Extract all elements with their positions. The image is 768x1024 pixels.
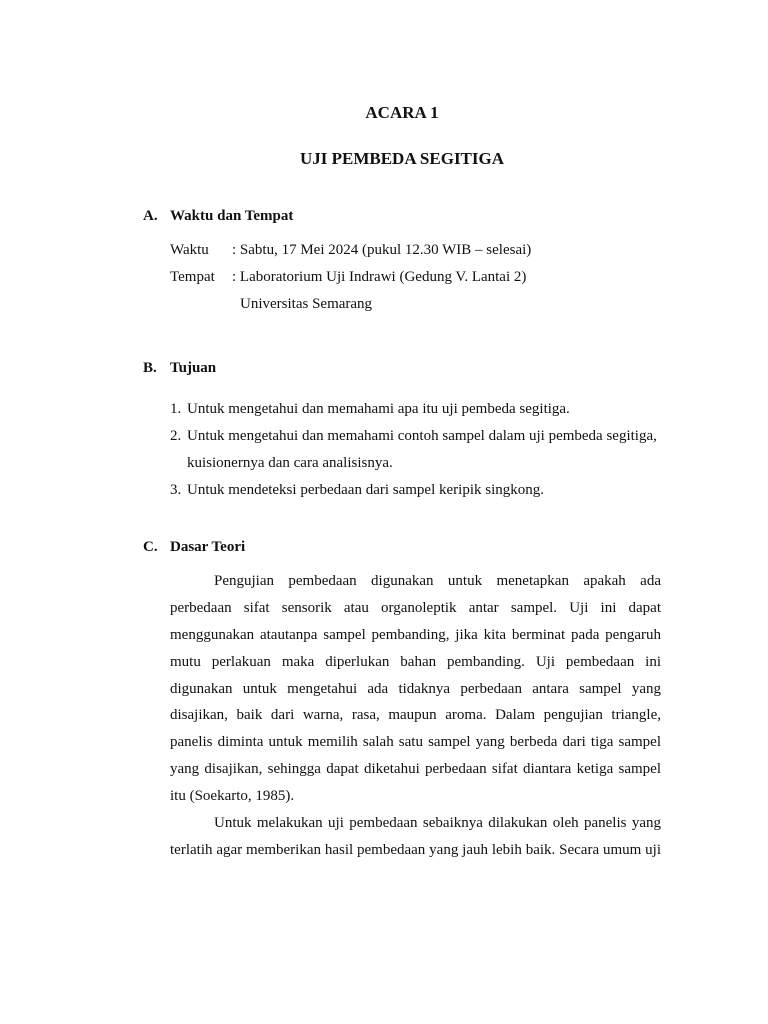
paragraph-line: digunakan untuk mengetahui ada tidaknya perbedaan antara sampel yang (170, 681, 661, 697)
section-title: Waktu dan Tempat (170, 208, 294, 224)
paragraph-line: itu (Soekarto, 1985). (170, 788, 295, 804)
section-letter: B. (143, 360, 157, 376)
paragraph-line: disajikan, baik dari warna, rasa, maupun aroma. Dalam pengujian triangle, (170, 707, 661, 723)
paragraph-line: perbedaan sifat sensorik atau organoleptik antar sampel. Uji ini dapat (170, 600, 661, 616)
paragraph-line: Untuk melakukan uji pembedaan sebaiknya dilakukan oleh panelis yang (214, 815, 661, 831)
paragraph-line: panelis diminta untuk memilih salah satu sampel yang berbeda dari tiga sampel (170, 734, 661, 750)
tempat-value: : Laboratorium Uji Indrawi (Gedung V. Lantai 2) (232, 269, 527, 285)
list-text: Untuk mendeteksi perbedaan dari sampel keripik singkong. (187, 482, 544, 498)
document-subtitle: UJI PEMBEDA SEGITIGA (299, 149, 505, 168)
paragraph-line: terlatih agar memberikan hasil pembedaan yang jauh lebih baik. Secara umum uji (170, 842, 661, 858)
paragraph-line: yang disajikan, sehingga dapat diketahui perbedaan sifat diantara ketiga sampel (170, 761, 661, 777)
tempat-continuation: Universitas Semarang (240, 296, 373, 312)
paragraph-line: menggunakan atautanpa sampel pembanding, jika kita berminat pada pengaruh (170, 627, 661, 643)
list-text: kuisionernya dan cara analisisnya. (187, 455, 393, 471)
section-letter: A. (143, 208, 158, 224)
paragraph-line: mutu perlakuan maka diperlukan bahan pembanding. Uji pembedaan ini (170, 654, 661, 670)
list-number: 1. (170, 401, 182, 417)
section-title: Dasar Teori (170, 539, 246, 555)
section-letter: C. (143, 539, 158, 555)
list-number: 2. (170, 428, 182, 444)
list-number: 3. (170, 482, 182, 498)
waktu-value: : Sabtu, 17 Mei 2024 (pukul 12.30 WIB – selesai) (232, 242, 532, 258)
waktu-label: Waktu (170, 242, 209, 258)
tempat-label: Tempat (170, 269, 215, 285)
section-title: Tujuan (170, 360, 217, 376)
list-text: Untuk mengetahui dan memahami apa itu uji pembeda segitiga. (187, 401, 570, 417)
list-text: Untuk mengetahui dan memahami contoh sampel dalam uji pembeda segitiga, (187, 428, 657, 444)
document-title: ACARA 1 (365, 103, 439, 122)
paragraph-line: Pengujian pembedaan digunakan untuk menetapkan apakah ada (214, 573, 661, 589)
